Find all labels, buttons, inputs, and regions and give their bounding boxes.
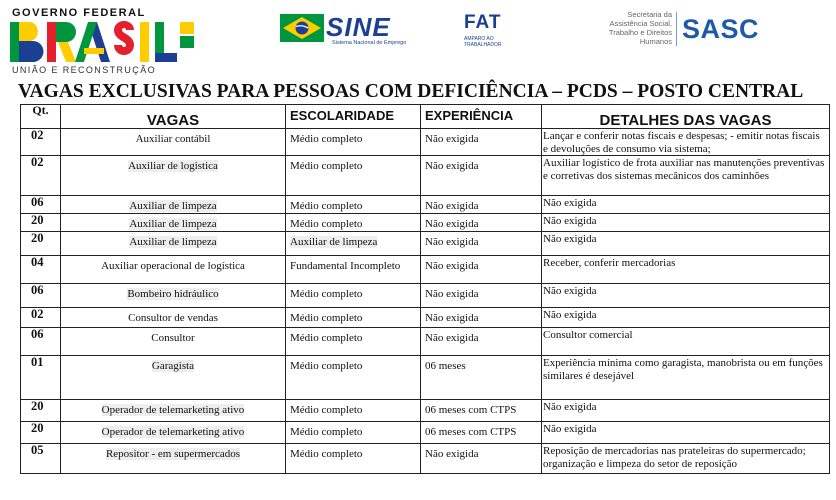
brazil-flag-icon xyxy=(280,14,324,42)
cell-experiencia: Não exigida xyxy=(421,328,542,356)
cell-vaga-text: Garagista xyxy=(151,360,195,372)
table-row xyxy=(21,256,830,284)
cell-experiencia: 06 meses com CTPS xyxy=(421,400,542,422)
cell-vaga xyxy=(61,214,286,232)
cell-detalhes: Auxiliar logístico de frota auxiliar nas manutenções preventivas e corretivas dos sistemas mecânicos dos caminhões xyxy=(542,156,830,196)
cell-vaga: Auxiliar operacional de logística xyxy=(61,256,286,284)
cell-escolaridade: Médio completo xyxy=(286,156,421,196)
brasil-wordmark-icon xyxy=(10,20,195,64)
column-header-detalhes: DETALHES DAS VAGAS xyxy=(542,105,830,129)
cell-qt: 02 xyxy=(21,156,61,196)
cell-detalhes: Não exigida xyxy=(542,422,830,444)
cell-escolaridade: Médio completo xyxy=(286,400,421,422)
cell-escolaridade: Médio completo xyxy=(286,196,421,214)
cell-escolaridade: Médio completo xyxy=(286,308,421,328)
cell-experiencia: Não exigida xyxy=(421,308,542,328)
table-row xyxy=(21,156,830,196)
sasc-divider xyxy=(676,12,677,46)
table-row xyxy=(21,400,830,422)
uniao-reconstrucao-text: UNIÃO E RECONSTRUÇÃO xyxy=(12,65,157,75)
cell-vaga xyxy=(61,422,286,444)
cell-experiencia: Não exigida xyxy=(421,256,542,284)
table-row xyxy=(21,129,830,156)
cell-vaga-text: Auxiliar de limpeza xyxy=(129,200,217,212)
cell-qt: 20 xyxy=(21,422,61,444)
cell-experiencia: Não exigida xyxy=(421,232,542,256)
cell-escolaridade: Médio completo xyxy=(286,328,421,356)
cell-vaga xyxy=(61,284,286,308)
cell-detalhes: Não exigida xyxy=(542,308,830,328)
cell-vaga xyxy=(61,196,286,214)
cell-experiencia: Não exigida xyxy=(421,444,542,474)
cell-experiencia: Não exigida xyxy=(421,214,542,232)
cell-vaga-text: Auxiliar de limpeza xyxy=(129,218,217,230)
cell-escolaridade-text: Auxiliar de limpeza xyxy=(290,236,378,248)
cell-vaga-text: Repositor - em supermercados xyxy=(105,448,241,460)
cell-experiencia: 06 meses com CTPS xyxy=(421,422,542,444)
cell-escolaridade: Médio completo xyxy=(286,356,421,400)
cell-experiencia: 06 meses xyxy=(421,356,542,400)
page-title: VAGAS EXCLUSIVAS PARA PESSOAS COM DEFICIÊNCIA – PCDS – POSTO CENTRAL xyxy=(18,81,804,102)
cell-qt: 01 xyxy=(21,356,61,400)
column-header-qt: Qt. xyxy=(21,105,61,129)
table-row xyxy=(21,444,830,474)
cell-escolaridade: Médio completo xyxy=(286,422,421,444)
cell-escolaridade: Fundamental Incompleto xyxy=(286,256,421,284)
cell-qt: 04 xyxy=(21,256,61,284)
fat-wordmark: FAT xyxy=(464,12,502,33)
governo-federal-text: GOVERNO FEDERAL xyxy=(12,7,146,19)
fat-logo xyxy=(462,14,522,50)
cell-escolaridade xyxy=(286,232,421,256)
cell-experiencia: Não exigida xyxy=(421,156,542,196)
sine-subtitle: Sistema Nacional de Emprego xyxy=(332,40,407,46)
cell-detalhes: Não exigida xyxy=(542,284,830,308)
cell-vaga xyxy=(61,232,286,256)
sine-logo xyxy=(280,14,425,50)
sasc-description: Secretaria da Assistência Social, Trabalho e Direitos Humanos xyxy=(608,10,672,46)
cell-vaga: Consultor xyxy=(61,328,286,356)
cell-detalhes: Não exigida xyxy=(542,232,830,256)
cell-experiencia: Não exigida xyxy=(421,196,542,214)
cell-qt: 02 xyxy=(21,308,61,328)
cell-qt: 20 xyxy=(21,214,61,232)
cell-detalhes: Receber, conferir mercadorias xyxy=(542,256,830,284)
cell-vaga: Auxiliar contábil xyxy=(61,129,286,156)
cell-experiencia: Não exigida xyxy=(421,129,542,156)
cell-qt: 05 xyxy=(21,444,61,474)
cell-detalhes: Consultor comercial xyxy=(542,328,830,356)
cell-vaga xyxy=(61,400,286,422)
cell-vaga: Consultor de vendas xyxy=(61,308,286,328)
cell-vaga-text: Operador de telemarketing ativo xyxy=(101,404,245,416)
table-row xyxy=(21,214,830,232)
column-header-vagas: VAGAS xyxy=(61,105,286,129)
cell-escolaridade: Médio completo xyxy=(286,284,421,308)
table-row xyxy=(21,232,830,256)
cell-detalhes: Não exigida xyxy=(542,400,830,422)
column-header-experiencia: EXPERIÊNCIA xyxy=(421,105,542,129)
cell-detalhes: Experiência mínima como garagista, manobrista ou em funções similares é desejável xyxy=(542,356,830,400)
governo-federal-logo xyxy=(10,5,195,77)
table-row xyxy=(21,196,830,214)
table-row xyxy=(21,284,830,308)
cell-qt: 06 xyxy=(21,284,61,308)
table-header-row xyxy=(21,105,830,129)
fat-subtitle: AMPARO AO TRABALHADOR xyxy=(464,36,502,48)
sine-wordmark: SINE xyxy=(326,12,391,42)
cell-qt: 02 xyxy=(21,129,61,156)
cell-experiencia: Não exigida xyxy=(421,284,542,308)
cell-vaga-text: Bombeiro hidráulico xyxy=(127,288,219,300)
table-row xyxy=(21,308,830,328)
cell-detalhes: Lançar e conferir notas fiscais e despesas; - emitir notas fiscais e devoluções de consumo via sistema; xyxy=(542,129,830,156)
sasc-wordmark: SASC xyxy=(682,14,760,44)
cell-detalhes: Não exigida xyxy=(542,214,830,232)
cell-qt: 20 xyxy=(21,400,61,422)
table-row xyxy=(21,356,830,400)
cell-vaga xyxy=(61,156,286,196)
cell-qt: 06 xyxy=(21,328,61,356)
cell-vaga xyxy=(61,444,286,474)
cell-detalhes: Reposição de mercadorias nas prateleiras do supermercado; organização e limpeza do setor de reposição xyxy=(542,444,830,474)
sasc-logo xyxy=(580,10,760,50)
cell-vaga xyxy=(61,356,286,400)
vacancies-table xyxy=(20,104,830,474)
page-header xyxy=(0,0,836,82)
cell-qt: 20 xyxy=(21,232,61,256)
cell-vaga-text: Auxiliar de limpeza xyxy=(129,236,217,248)
cell-escolaridade: Médio completo xyxy=(286,214,421,232)
cell-detalhes: Não exigida xyxy=(542,196,830,214)
table-row xyxy=(21,328,830,356)
cell-escolaridade: Médio completo xyxy=(286,129,421,156)
table-row xyxy=(21,422,830,444)
cell-escolaridade: Médio completo xyxy=(286,444,421,474)
cell-qt: 06 xyxy=(21,196,61,214)
cell-vaga-text: Operador de telemarketing ativo xyxy=(101,426,245,438)
column-header-escolaridade: ESCOLARIDADE xyxy=(286,105,421,129)
cell-vaga-text: Auxiliar de logistica xyxy=(128,160,218,172)
